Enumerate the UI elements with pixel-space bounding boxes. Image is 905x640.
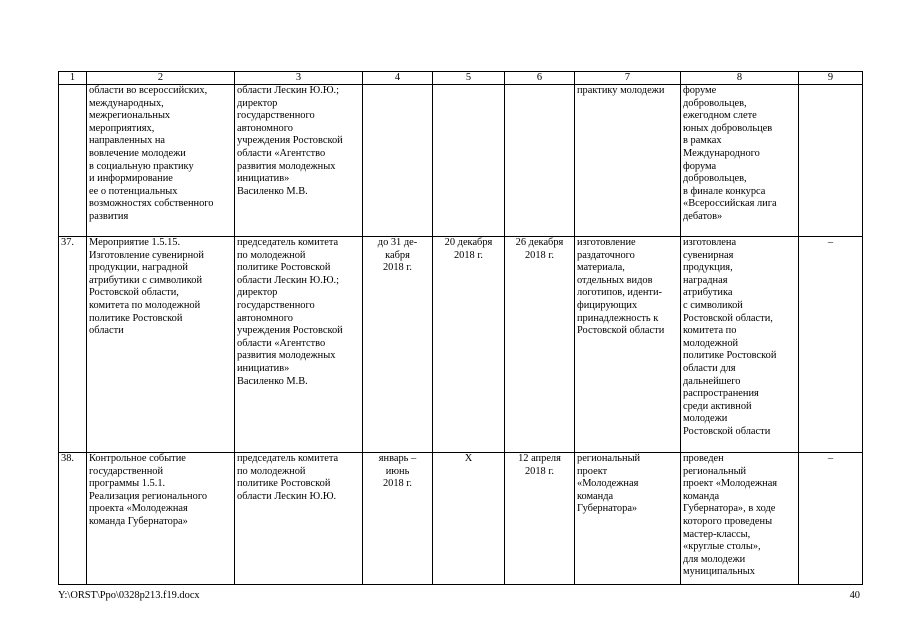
achieved-result-cell: форуме добровольцев, ежегодном слете юных добровольцев в рамках Международного форума добровольцев, в финале конкурса «Всероссийская лига дебатов» xyxy=(681,85,799,237)
page-number: 40 xyxy=(849,590,860,601)
column-number: 1 xyxy=(59,72,87,85)
event-cell: Мероприятие 1.5.15. Изготовление сувенирной продукции, наградной атрибутики с символикой Ростовской области, комитета по молодежной политике Ростовской области xyxy=(87,237,235,453)
event-cell: области во всероссийских, международных, межрегиональных мероприятиях, направленных на вовлечение молодежи в социальную практику и информирование ее о потенциальных возможностях собственного развития xyxy=(87,85,235,237)
actual-start-cell xyxy=(433,85,505,237)
responsible-cell: области Лескин Ю.Ю.; директор государственного автономного учреждения Ростовской области «Агентство развития молодежных инициатив» Василенко М.В. xyxy=(235,85,363,237)
column-number: 7 xyxy=(575,72,681,85)
problems-cell: – xyxy=(799,453,863,585)
event-cell: Контрольное событие государственной программы 1.5.1. Реализация регионального проекта «Молодежная команда Губернатора» xyxy=(87,453,235,585)
actual-end-cell xyxy=(505,85,575,237)
expected-result-cell: практику молодежи xyxy=(575,85,681,237)
plan-date-cell: до 31 де- кабря 2018 г. xyxy=(363,237,433,453)
file-path: Y:\ORST\Ppo\0328p213.f19.docx xyxy=(58,590,200,601)
actual-start-cell: Х xyxy=(433,453,505,585)
column-number: 4 xyxy=(363,72,433,85)
problems-cell: – xyxy=(799,237,863,453)
table-row xyxy=(59,85,863,237)
actual-end-cell: 12 апреля 2018 г. xyxy=(505,453,575,585)
report-table xyxy=(58,71,863,585)
row-number: 38. xyxy=(59,453,87,585)
achieved-result-cell: проведен региональный проект «Молодежная команда Губернатора», в ходе которого проведены мастер-классы, «круглые столы», для молодежи муниципальных xyxy=(681,453,799,585)
table-row xyxy=(59,453,863,585)
plan-date-cell: январь – июнь 2018 г. xyxy=(363,453,433,585)
responsible-cell: председатель комитета по молодежной политике Ростовской области Лескин Ю.Ю. xyxy=(235,453,363,585)
column-number: 9 xyxy=(799,72,863,85)
row-number xyxy=(59,85,87,237)
column-number-row xyxy=(59,72,863,85)
column-number: 8 xyxy=(681,72,799,85)
column-number: 6 xyxy=(505,72,575,85)
column-number: 3 xyxy=(235,72,363,85)
actual-end-cell: 26 декабря 2018 г. xyxy=(505,237,575,453)
achieved-result-cell: изготовлена сувенирная продукция, наградная атрибутика с символикой Ростовской области, комитета по молодежной политике Ростовской области для дальнейшего распространения среди активной молодежи Ростовской области xyxy=(681,237,799,453)
column-number: 5 xyxy=(433,72,505,85)
expected-result-cell: региональный проект «Молодежная команда Губернатора» xyxy=(575,453,681,585)
problems-cell xyxy=(799,85,863,237)
column-number: 2 xyxy=(87,72,235,85)
plan-date-cell xyxy=(363,85,433,237)
actual-start-cell: 20 декабря 2018 г. xyxy=(433,237,505,453)
expected-result-cell: изготовление раздаточного материала, отдельных видов логотипов, иденти- фицирующих принадлежность к Ростовской области xyxy=(575,237,681,453)
table-row xyxy=(59,237,863,453)
responsible-cell: председатель комитета по молодежной политике Ростовской области Лескин Ю.Ю.; директор государственного автономного учреждения Ростовской области «Агентство развития молодежных инициатив» Василенко М.В. xyxy=(235,237,363,453)
row-number: 37. xyxy=(59,237,87,453)
